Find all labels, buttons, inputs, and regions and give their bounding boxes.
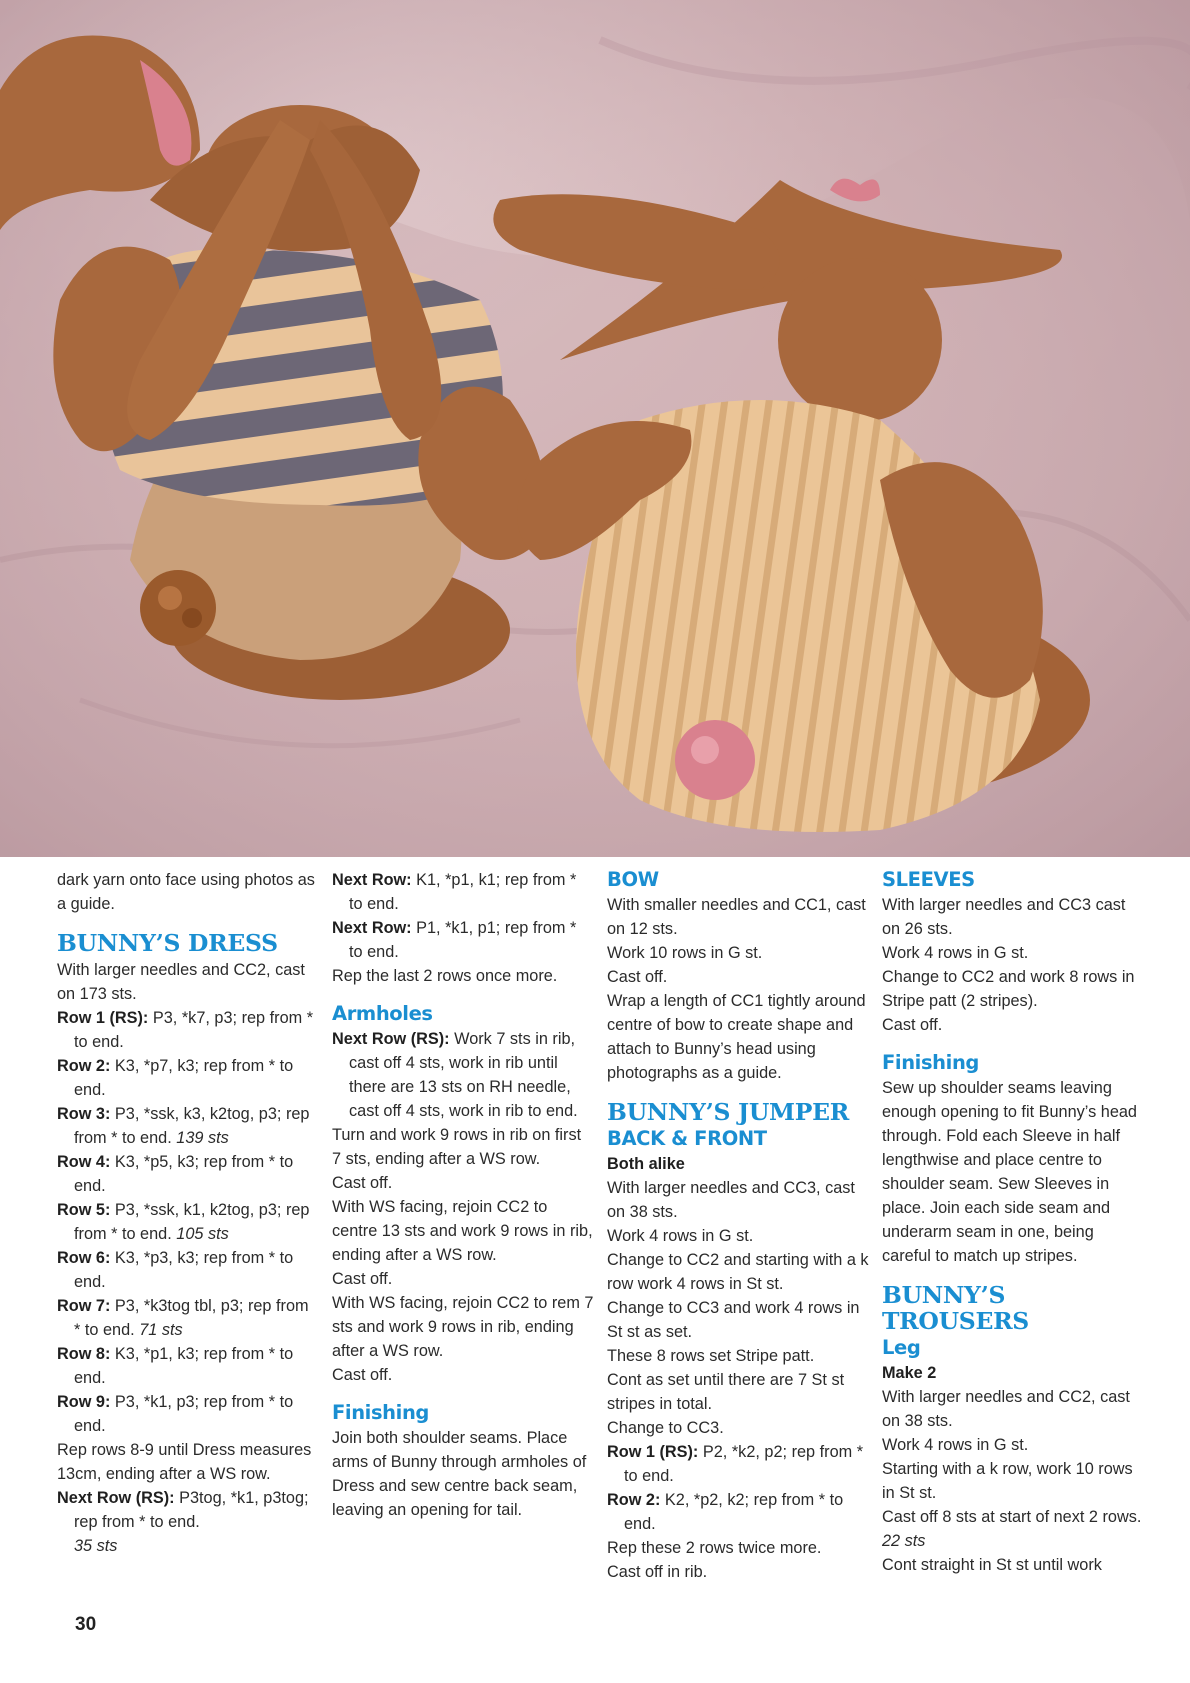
dress-heading: BUNNY’S DRESS — [57, 929, 278, 957]
column-2 — [332, 868, 594, 1522]
sleeves-step-1: With larger needles and CC3 cast on 26 sts. — [882, 896, 1126, 938]
dress-next-row — [57, 1486, 319, 1558]
next-row-2 — [332, 916, 594, 964]
jumper-step-3: Change to CC2 and starting with a k row work 4 rows in St st. — [607, 1251, 869, 1293]
jumper-step-1: With larger needles and CC3, cast on 38 sts. — [607, 1179, 855, 1221]
dress-row-3 — [57, 1102, 319, 1150]
jumper-finishing-heading: Finishing — [882, 1051, 979, 1074]
dress-finishing-text: Join both shoulder seams. Place arms of Bunny through armholes of Dress and sew centre back seam, leaving an opening for tail. — [332, 1429, 587, 1519]
jumper-step-9: Cast off in rib. — [607, 1563, 708, 1581]
row-text: K3, *p3, k3; rep from * to end. — [74, 1249, 294, 1291]
row-label: Row 2: — [607, 1491, 661, 1509]
row-label: Row 2: — [57, 1057, 111, 1075]
stitch-count: 22 sts — [882, 1532, 926, 1550]
row-text: P3, *k3tog tbl, p3; rep from * to end. — [74, 1297, 309, 1339]
stitch-count: 105 sts — [176, 1225, 229, 1243]
row-text: Work 7 sts in rib, cast off 4 sts, work in rib until there are 13 sts on RH needle, cast off 4 sts, work in rib to end. — [349, 1030, 578, 1120]
bow-step-1: With smaller needles and CC1, cast on 12 sts. — [607, 896, 866, 938]
row-label: Next Row (RS): — [332, 1030, 450, 1048]
dress-row-2 — [57, 1054, 319, 1102]
row-text: K3, *p7, k3; rep from * to end. — [74, 1057, 294, 1099]
row-text: P3, *ssk, k1, k2tog, p3; rep from * to end. — [74, 1201, 310, 1243]
trousers-step-4 — [882, 1505, 1144, 1553]
bow-step-3: Cast off. — [607, 968, 668, 986]
armholes-ws-2: With WS facing, rejoin CC2 to rem 7 sts and work 9 rows in rib, ending after a WS row. — [332, 1294, 594, 1360]
row-text: K2, *p2, k2; rep from * to end. — [624, 1491, 844, 1533]
stitch-count: 139 sts — [176, 1129, 229, 1147]
back-front-heading: BACK & FRONT — [607, 1127, 767, 1150]
column-4 — [882, 868, 1144, 1577]
jumper-step-4: Change to CC3 and work 4 rows in St st as set. — [607, 1299, 860, 1341]
jumper-row-1 — [607, 1440, 869, 1488]
sleeves-step-3: Change to CC2 and work 8 rows in Stripe patt (2 stripes). — [882, 968, 1135, 1010]
dress-finishing-heading: Finishing — [332, 1401, 429, 1424]
sleeves-heading: SLEEVES — [882, 868, 975, 891]
row-text: P3, *k1, p3; rep from * to end. — [74, 1393, 294, 1435]
row-text: K3, *p1, k3; rep from * to end. — [74, 1345, 294, 1387]
trousers-heading: BUNNY’S TROUSERS — [882, 1281, 1029, 1335]
column-3 — [607, 868, 869, 1584]
next-row-1 — [332, 868, 594, 916]
jumper-step-7: Change to CC3. — [607, 1419, 724, 1437]
armholes-castoff-1: Cast off. — [332, 1174, 393, 1192]
intro-text: dark yarn onto face using photos as a guide. — [57, 871, 315, 913]
stitch-count: 35 sts — [74, 1537, 118, 1555]
dress-row-8 — [57, 1342, 319, 1390]
row-text: P3, *k7, p3; rep from * to end. — [74, 1009, 314, 1051]
row-label: Next Row (RS): — [57, 1489, 175, 1507]
dress-row-7 — [57, 1294, 319, 1342]
repeat-instruction: Rep rows 8-9 until Dress measures 13cm, ending after a WS row. — [57, 1441, 312, 1483]
page-number: 30 — [75, 1614, 97, 1635]
dress-row-5 — [57, 1198, 319, 1246]
trousers-step-2: Work 4 rows in G st. — [882, 1436, 1029, 1454]
row-label: Row 9: — [57, 1393, 111, 1411]
jumper-heading: BUNNY’S JUMPER — [607, 1098, 849, 1126]
bow-heading: BOW — [607, 868, 659, 891]
dress-row-1 — [57, 1006, 319, 1054]
both-alike-label: Both alike — [607, 1155, 685, 1173]
row-label: Row 1 (RS): — [607, 1443, 699, 1461]
armholes-castoff-3: Cast off. — [332, 1366, 393, 1384]
row-label: Row 7: — [57, 1297, 111, 1315]
row-label: Next Row: — [332, 871, 412, 889]
dress-row-4 — [57, 1150, 319, 1198]
sleeves-step-4: Cast off. — [882, 1016, 943, 1034]
armholes-heading: Armholes — [332, 1002, 433, 1025]
jumper-step-2: Work 4 rows in G st. — [607, 1227, 754, 1245]
column-1 — [57, 868, 319, 1558]
row-label: Row 3: — [57, 1105, 111, 1123]
row-label: Row 6: — [57, 1249, 111, 1267]
armholes-turn: Turn and work 9 rows in rib on first 7 sts, ending after a WS row. — [332, 1126, 582, 1168]
step-text: Cast off 8 sts at start of next 2 rows. — [882, 1508, 1142, 1526]
row-label: Row 5: — [57, 1201, 111, 1219]
row-text: P3tog, *k1, p3tog; rep from * to end. — [74, 1489, 309, 1531]
bow-step-2: Work 10 rows in G st. — [607, 944, 763, 962]
row-label: Row 8: — [57, 1345, 111, 1363]
armholes-next-row — [332, 1027, 594, 1123]
row-text: P1, *k1, p1; rep from * to end. — [349, 919, 577, 961]
stitch-count: 71 sts — [139, 1321, 183, 1339]
trousers-step-5: Cont straight in St st until work — [882, 1556, 1102, 1574]
trousers-step-1: With larger needles and CC2, cast on 38 sts. — [882, 1388, 1130, 1430]
jumper-step-5: These 8 rows set Stripe patt. — [607, 1347, 815, 1365]
row-label: Row 1 (RS): — [57, 1009, 149, 1027]
sleeves-step-2: Work 4 rows in G st. — [882, 944, 1029, 962]
repeat-last: Rep the last 2 rows once more. — [332, 967, 558, 985]
jumper-row-2 — [607, 1488, 869, 1536]
jumper-step-8: Rep these 2 rows twice more. — [607, 1539, 822, 1557]
armholes-castoff-2: Cast off. — [332, 1270, 393, 1288]
row-text: K1, *p1, k1; rep from * to end. — [349, 871, 577, 913]
row-label: Next Row: — [332, 919, 412, 937]
row-text: K3, *p5, k3; rep from * to end. — [74, 1153, 294, 1195]
dress-cast-on: With larger needles and CC2, cast on 173 sts. — [57, 961, 305, 1003]
leg-heading: Leg — [882, 1336, 921, 1359]
jumper-step-6: Cont as set until there are 7 St st stripes in total. — [607, 1371, 845, 1413]
dress-row-6 — [57, 1246, 319, 1294]
trousers-step-3: Starting with a k row, work 10 rows in St st. — [882, 1460, 1133, 1502]
dress-row-9 — [57, 1390, 319, 1438]
armholes-ws-1: With WS facing, rejoin CC2 to centre 13 sts and work 9 rows in rib, ending after a WS row. — [332, 1198, 593, 1264]
row-text: P3, *ssk, k3, k2tog, p3; rep from * to end. — [74, 1105, 310, 1147]
jumper-finishing-text: Sew up shoulder seams leaving enough opening to fit Bunny’s head through. Fold each Sleeve in half lengthwise and place centre to shoulder seam. Sew Sleeves in place. Join each side seam and underarm seam in one, being careful to match up stripes. — [882, 1079, 1137, 1265]
make-2-label: Make 2 — [882, 1364, 937, 1382]
row-text: P2, *k2, p2; rep from * to end. — [624, 1443, 864, 1485]
row-label: Row 4: — [57, 1153, 111, 1171]
bow-step-4: Wrap a length of CC1 tightly around centre of bow to create shape and attach to Bunny’s head using photographs as a guide. — [607, 992, 866, 1082]
